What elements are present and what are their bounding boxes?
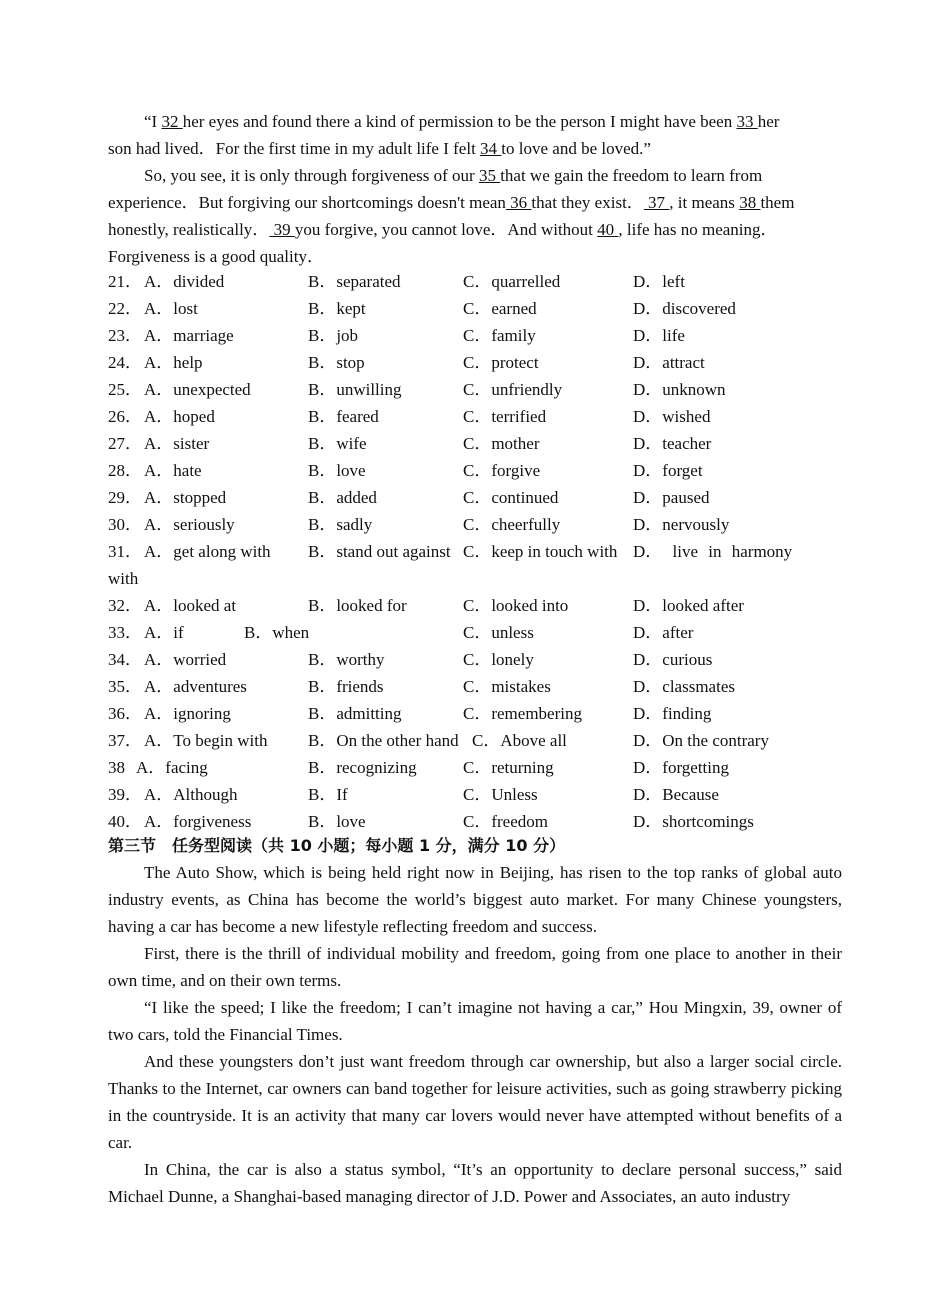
option-a: A．help (144, 353, 203, 372)
option-row-24 (108, 349, 842, 376)
option-c: C．lonely (463, 650, 534, 669)
option-d: D．finding (633, 704, 712, 723)
option-d: D．shortcomings (633, 812, 754, 831)
option-b: B．recognizing (308, 758, 417, 777)
question-number: 25． (108, 380, 142, 399)
option-b: B．sadly (308, 515, 373, 534)
option-d: D．after (633, 623, 694, 642)
option-b: B．worthy (308, 650, 385, 669)
text-segment: them honestly, realistically． (108, 193, 795, 239)
option-b: B．wife (308, 434, 367, 453)
option-row-27 (108, 430, 842, 457)
option-d-wrap: with (108, 569, 139, 588)
question-number: 32． (108, 596, 142, 615)
option-row-25 (108, 376, 842, 403)
question-number: 24． (108, 353, 142, 372)
option-row-32 (108, 592, 842, 619)
option-d: D．classmates (633, 677, 735, 696)
text-segment: to love and be loved.” (501, 139, 651, 158)
option-d: D．wished (633, 407, 711, 426)
option-b: B．kept (308, 299, 366, 318)
option-row-40 (108, 808, 842, 835)
option-a: A．Although (144, 785, 238, 804)
text-segment: you forgive, you cannot love．And without (294, 220, 598, 239)
option-b: B．job (308, 326, 359, 345)
option-d: D．left (633, 272, 685, 291)
option-row-39 (108, 781, 842, 808)
option-row-22 (108, 295, 842, 322)
option-b: B．love (308, 461, 366, 480)
question-number: 36． (108, 704, 142, 723)
option-b: B．love (308, 812, 366, 831)
question-number: 38 (108, 758, 125, 777)
option-d: D．discovered (633, 299, 736, 318)
option-a: A．hate (144, 461, 202, 480)
option-a: A．forgiveness (144, 812, 252, 831)
option-d: D．looked after (633, 596, 744, 615)
blank-35: 35 (478, 166, 501, 185)
reading-paragraph-5: In China, the car is also a status symbol, “It’s an opportunity to declare personal success,” said Michael Dunne, a Shanghai-based managing director of J.D. Power and Associates, an auto industry (108, 1160, 842, 1206)
option-a: A．seriously (144, 515, 235, 534)
reading-paragraph-1: The Auto Show, which is being held right now in Beijing, has risen to the top ranks of global auto industry events, as China has become the world’s biggest auto market. For many Chinese youngsters, having a car has become a new lifestyle reflecting freedom and success. (108, 863, 842, 936)
option-row-21 (108, 268, 842, 295)
option-b: B．added (308, 488, 377, 507)
option-b: B．stop (308, 353, 365, 372)
option-a: A．stopped (144, 488, 227, 507)
option-b: B．unwilling (308, 380, 402, 399)
option-d: D．attract (633, 353, 705, 372)
question-number: 31． (108, 542, 142, 561)
question-number: 22． (108, 299, 142, 318)
option-row-35 (108, 673, 842, 700)
option-d: D．nervously (633, 515, 730, 534)
option-c: C．Above all (472, 731, 567, 750)
option-c: C．quarrelled (463, 272, 561, 291)
option-c: C．looked into (463, 596, 569, 615)
option-c: C．unfriendly (463, 380, 563, 399)
text-segment: “I (144, 112, 162, 131)
option-row-33 (108, 619, 842, 646)
option-row-28 (108, 457, 842, 484)
option-b: B．when (244, 623, 310, 642)
option-b: B．friends (308, 677, 384, 696)
blank-37: 37 (643, 193, 670, 212)
question-number: 40． (108, 812, 142, 831)
option-row-29 (108, 484, 842, 511)
blank-39: 39 (269, 220, 295, 239)
question-number: 35． (108, 677, 142, 696)
option-c: C．Unless (463, 785, 538, 804)
question-number: 39． (108, 785, 142, 804)
passage-paragraph-2 (108, 162, 806, 270)
option-b: B．feared (308, 407, 379, 426)
option-c: C．terrified (463, 407, 547, 426)
option-b: B．If (308, 785, 348, 804)
option-c: C．returning (463, 758, 554, 777)
option-a: A．sister (144, 434, 210, 453)
option-c: C．mistakes (463, 677, 551, 696)
option-c: C．unless (463, 623, 534, 642)
option-a: A．facing (136, 758, 208, 777)
option-a: A．adventures (144, 677, 247, 696)
option-c: C．remembering (463, 704, 582, 723)
option-row-31 (108, 538, 842, 592)
option-a: A．hoped (144, 407, 215, 426)
blank-40: 40 (597, 220, 619, 239)
option-d: D．teacher (633, 434, 712, 453)
text-segment: , it means (669, 193, 740, 212)
option-c: C．protect (463, 353, 539, 372)
option-c: C．earned (463, 299, 537, 318)
answer-options (108, 268, 842, 835)
option-a: A．looked at (144, 596, 237, 615)
option-c: C．keep in touch with (463, 542, 618, 561)
text-segment: her son had lived．For the first time in my adult life I felt (108, 112, 780, 158)
option-row-36 (108, 700, 842, 727)
section-heading: 第三节 任务型阅读（共 10 小题；每小题 1 分，满分 10 分） (108, 836, 566, 855)
question-number: 23． (108, 326, 142, 345)
option-c: C．freedom (463, 812, 548, 831)
text-segment: So, you see, it is only through forgiveness of our (144, 166, 479, 185)
option-b: B．looked for (308, 596, 407, 615)
option-c: C．forgive (463, 461, 541, 480)
text-segment: that they exist． (531, 193, 644, 212)
question-number: 27． (108, 434, 142, 453)
option-b: B．stand out against (308, 542, 451, 561)
text-segment: that we gain the freedom to learn from experience．But forgiving our shortcomings doesn't mean (108, 166, 763, 212)
option-row-23 (108, 322, 842, 349)
reading-paragraph-4: And these youngsters don’t just want freedom through car ownership, but also a larger social circle. Thanks to the Internet, car owners can band together for leisure activities, such as going strawberry picking in the countryside. It is an activity that many car lovers would never have attempted without benefits of a car. (108, 1052, 842, 1152)
option-d: D．paused (633, 488, 710, 507)
option-c: C．mother (463, 434, 540, 453)
option-d: D．unknown (633, 380, 726, 399)
option-a: A．lost (144, 299, 198, 318)
option-b: B．separated (308, 272, 401, 291)
option-row-34 (108, 646, 842, 673)
question-number: 30． (108, 515, 142, 534)
option-a: A．get along with (144, 542, 271, 561)
option-a: A．worried (144, 650, 227, 669)
option-a: A．marriage (144, 326, 234, 345)
option-a: A．if (144, 623, 184, 642)
blank-36: 36 (505, 193, 532, 212)
option-d: D． live in harmony (633, 542, 793, 561)
option-d: D．On the contrary (633, 731, 769, 750)
question-number: 21． (108, 272, 142, 291)
option-a: A．divided (144, 272, 225, 291)
option-a: A．unexpected (144, 380, 251, 399)
option-c: C．continued (463, 488, 559, 507)
blank-33: 33 (736, 112, 758, 131)
option-d: D．forget (633, 461, 703, 480)
text-segment: , life has no meaning．Forgiveness is a good quality． (108, 220, 778, 266)
option-a: A．To begin with (144, 731, 268, 750)
option-row-38 (108, 754, 842, 781)
question-number: 28． (108, 461, 142, 480)
text-segment: her eyes and found there a kind of permission to be the person I might have been (182, 112, 737, 131)
option-d: D．Because (633, 785, 719, 804)
option-a: A．ignoring (144, 704, 231, 723)
blank-38: 38 (739, 193, 761, 212)
option-row-26 (108, 403, 842, 430)
option-c: C．family (463, 326, 536, 345)
option-d: D．curious (633, 650, 713, 669)
question-number: 34． (108, 650, 142, 669)
question-number: 26． (108, 407, 142, 426)
question-number: 33． (108, 623, 142, 642)
option-b: B．On the other hand (308, 731, 459, 750)
option-row-37 (108, 727, 842, 754)
question-number: 29． (108, 488, 142, 507)
reading-paragraph-2: First, there is the thrill of individual mobility and freedom, going from one place to another in their own time, and on their own terms. (108, 944, 842, 990)
option-d: D．forgetting (633, 758, 730, 777)
option-d: D．life (633, 326, 685, 345)
option-b: B．admitting (308, 704, 402, 723)
question-number: 37． (108, 731, 142, 750)
option-c: C．cheerfully (463, 515, 561, 534)
option-row-30 (108, 511, 842, 538)
blank-32: 32 (161, 112, 183, 131)
passage-paragraph-1 (108, 108, 806, 162)
blank-34: 34 (480, 139, 502, 158)
reading-paragraph-3: “I like the speed; I like the freedom; I can’t imagine not having a car,” Hou Mingxin, 39, owner of two cars, told the Financial Times. (108, 998, 842, 1044)
